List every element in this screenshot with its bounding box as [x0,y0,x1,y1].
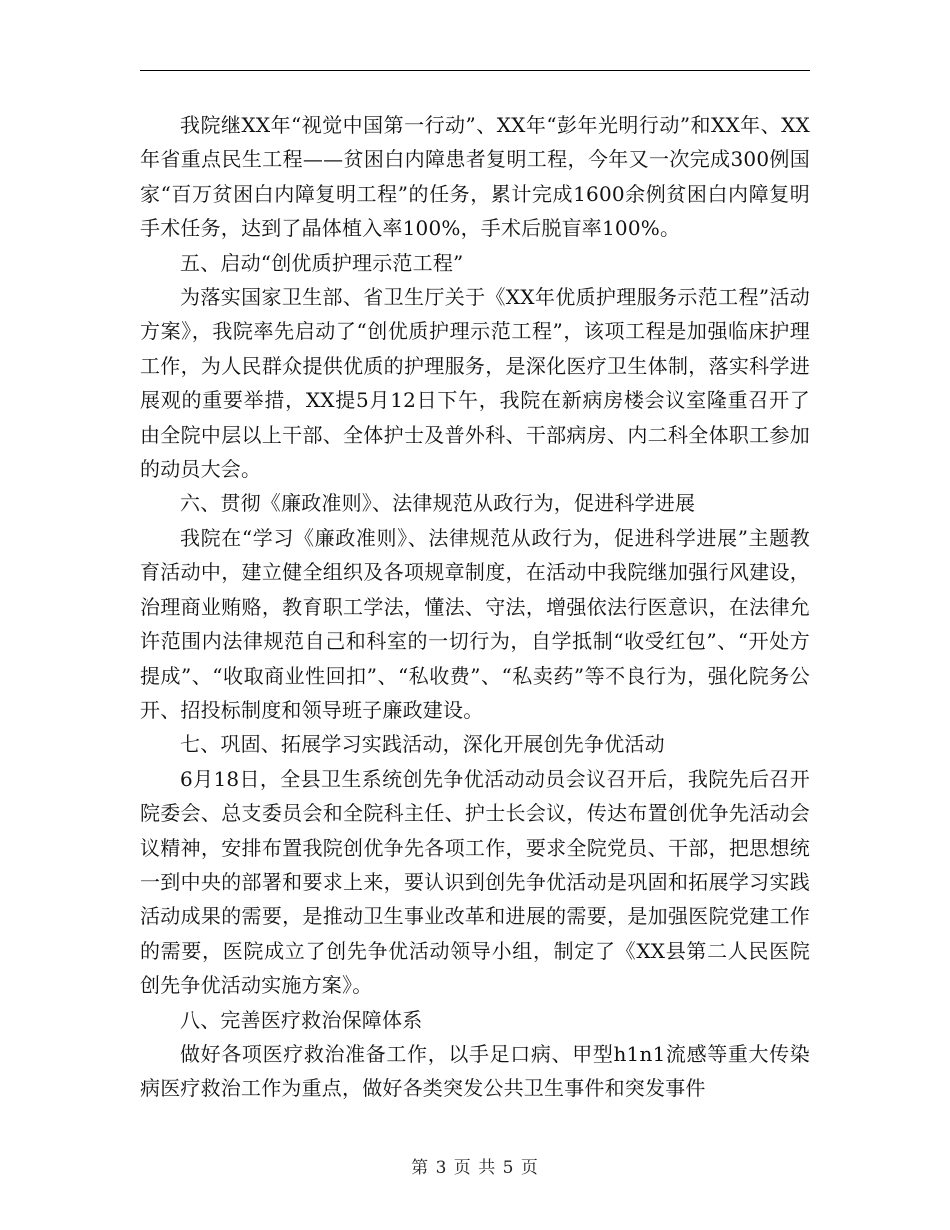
paragraph-medical-rescue: 做好各项医疗救治准备工作，以手足口病、甲型h1n1流感等重大传染病医疗救治工作为重点，做好各类突发公共卫生事件和突发事件 [140,1041,810,1101]
section-heading-5: 五、启动“创优质护理示范工程” [180,250,464,275]
page-number-footer: 第 3 页 共 5 页 [411,1158,539,1178]
paragraph-excellence-campaign: 6月18日，全县卫生系统创先争优活动动员会议召开后，我院先后召开院委会、总支委员会和全院科主任、护士长会议，传达布置创优争先活动会议精神，安排布置我院创优争先各项工作，要求全院党员、干部，把思想统一到中央的部署和要求上来，要认识到创先争优活动是巩固和拓展学习实践活动成果的需要，是推动卫生事业改革和进展的需要，是加强医院党建工作的需要，医院成立了创先争优活动领导小组，制定了《XX县第二人民医院创先争优活动实施方案》。 [140,766,810,998]
header-rule [140,70,810,71]
section-heading-7: 七、巩固、拓展学习实践活动，深化开展创先争优活动 [180,732,665,757]
section-heading-6: 六、贯彻《廉政准则》、法律规范从政行为，促进科学进展 [180,491,696,516]
paragraph-integrity-education: 我院在“学习《廉政准则》、法律规范从政行为，促进科学进展”主题教育活动中，建立健全组织及各项规章制度，在活动中我院继加强行风建设，治理商业贿赂，教育职工学法，懂法、守法，增强依法行医意识，在法律允许范围内法律规范自己和科室的一切行为，自学抵制“收受红包”、“开处方提成”、“收取商业性回扣”、“私收费”、“私卖药”等不良行为，强化院务公开、招投标制度和领导班子廉政建设。 [140,525,810,722]
paragraph-cataract-program: 我院继XX年“视觉中国第一行动”、XX年“彭年光明行动”和XX年、XX年省重点民生工程——贫困白内障患者复明工程，今年又一次完成300例国家“百万贫困白内障复明工程”的任务，累计完成1600余例贫困白内障复明手术任务，达到了晶体植入率100%，手术后脱盲率100%。 [140,113,810,241]
document-body [140,108,810,1106]
paragraph-nursing-program: 为落实国家卫生部、省卫生厅关于《XX年优质护理服务示范工程”活动方案》，我院率先启动了“创优质护理示范工程”，该项工程是加强临床护理工作，为人民群众提供优质的护理服务，是深化医疗卫生体制，落实科学进展观的重要举措，XX提5月12日下午，我院在新病房楼会议室隆重召开了由全院中层以上干部、全体护士及普外科、干部病房、内二科全体职工参加的动员大会。 [140,285,810,482]
section-heading-8: 八、完善医疗救治保障体系 [180,1007,423,1032]
